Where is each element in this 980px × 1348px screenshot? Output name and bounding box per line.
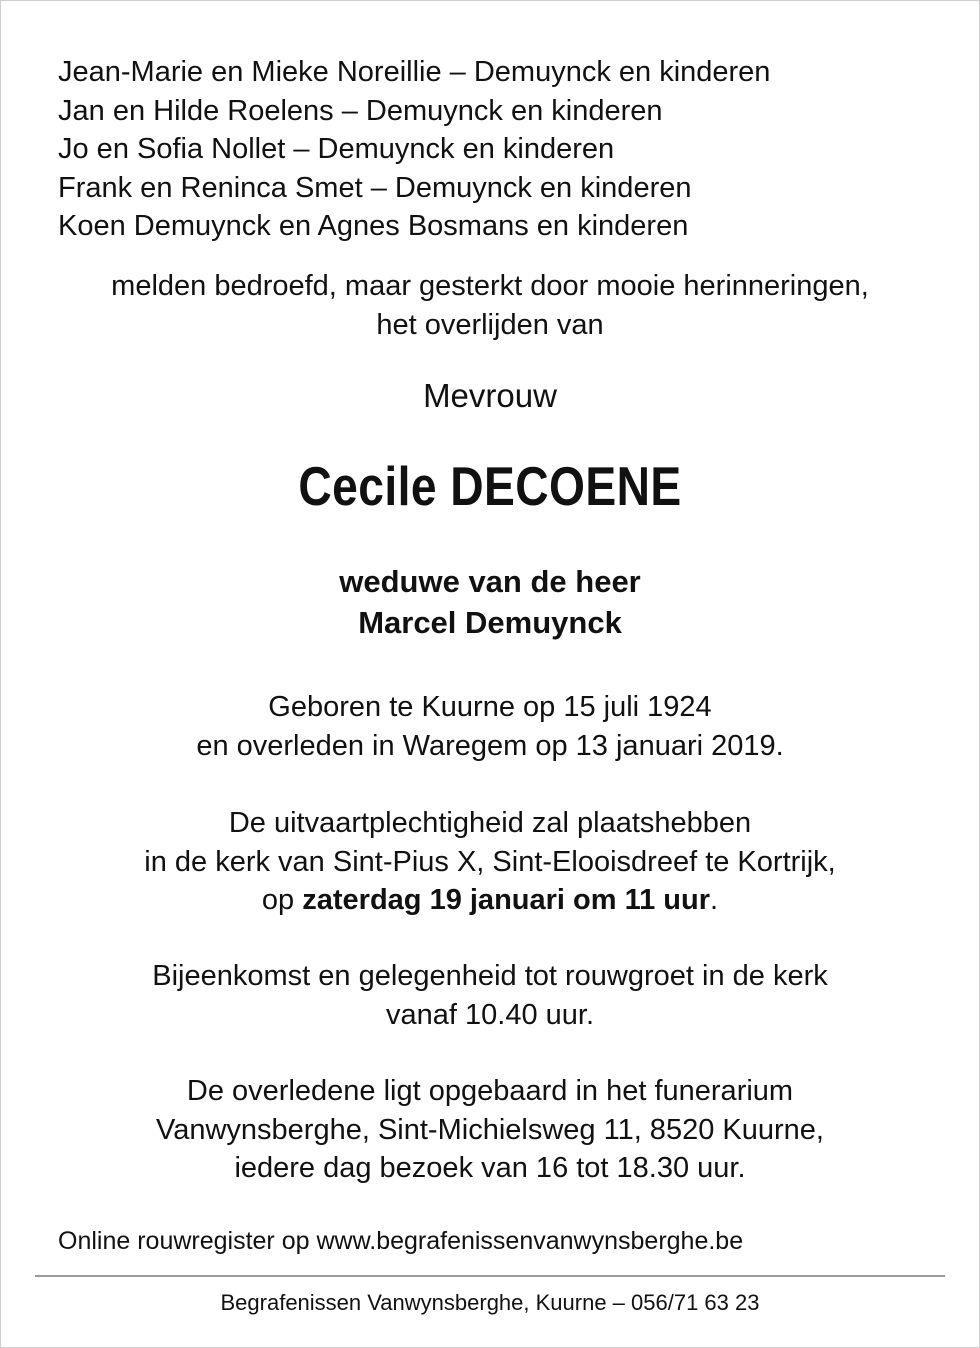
- ceremony-prefix: op: [261, 884, 303, 916]
- funerarium-address: Vanwynsberghe, Sint-Michielsweg 11, 8520 Kuurne,: [156, 1113, 824, 1146]
- family-list: [58, 53, 770, 246]
- widow-line: weduwe van de heer: [339, 564, 641, 599]
- ceremony-location: in de kerk van Sint-Pius X, Sint-Elooisdreef te Kortrijk,: [144, 845, 836, 878]
- gathering-time: vanaf 10.40 uur.: [386, 998, 594, 1031]
- family-line: Jo en Sofia Nollet – Demuynck en kinderen: [58, 133, 615, 165]
- ceremony-suffix: .: [710, 884, 719, 916]
- ceremony-date-bold: zaterdag 19 januari om 11 uur: [302, 884, 711, 916]
- funerarium-line: De overledene ligt opgebaard in het funerarium: [186, 1075, 794, 1107]
- family-line: Koen Demuynck en Agnes Bosmans en kinderen: [58, 210, 689, 242]
- family-line: Jan en Hilde Roelens – Demuynck en kinderen: [58, 94, 663, 127]
- widow-of: [0, 561, 980, 643]
- birth-death-info: [0, 688, 980, 765]
- funerarium-info: [0, 1072, 980, 1188]
- ceremony-datetime: [0, 881, 980, 920]
- gathering-line: Bijeenkomst en gelegenheid tot rouwgroet in de kerk: [152, 960, 828, 992]
- online-register: Online rouwregister op www.begrafenissenvanwynsberghe.be: [58, 1227, 744, 1255]
- family-line: Frank en Reninca Smet – Demuynck en kinderen: [58, 171, 692, 204]
- funeral-home-footer: Begrafenissen Vanwynsberghe, Kuurne – 056/71 63 23: [220, 1290, 760, 1315]
- announcement: [0, 267, 980, 344]
- ceremony-info: [0, 804, 980, 920]
- honorific-title: Mevrouw: [423, 377, 557, 414]
- spouse-name: Marcel Demuynck: [358, 605, 622, 640]
- announcement-line: melden bedroefd, maar gesterkt door mooie herinneringen,: [111, 270, 869, 302]
- gathering-info: [0, 957, 980, 1034]
- ceremony-line: De uitvaartplechtigheid zal plaatshebben: [228, 807, 752, 839]
- footer-divider: [35, 1275, 945, 1277]
- funerarium-visiting-hours: iedere dag bezoek van 16 tot 18.30 uur.: [234, 1152, 746, 1184]
- birth-line: Geboren te Kuurne op 15 juli 1924: [268, 691, 712, 723]
- family-line: Jean-Marie en Mieke Noreillie – Demuynck en kinderen: [58, 56, 771, 88]
- deceased-name: Cecile DECOENE: [298, 455, 682, 517]
- announcement-line: het overlijden van: [376, 308, 604, 341]
- death-line: en overleden in Waregem op 13 januari 2019.: [196, 729, 784, 762]
